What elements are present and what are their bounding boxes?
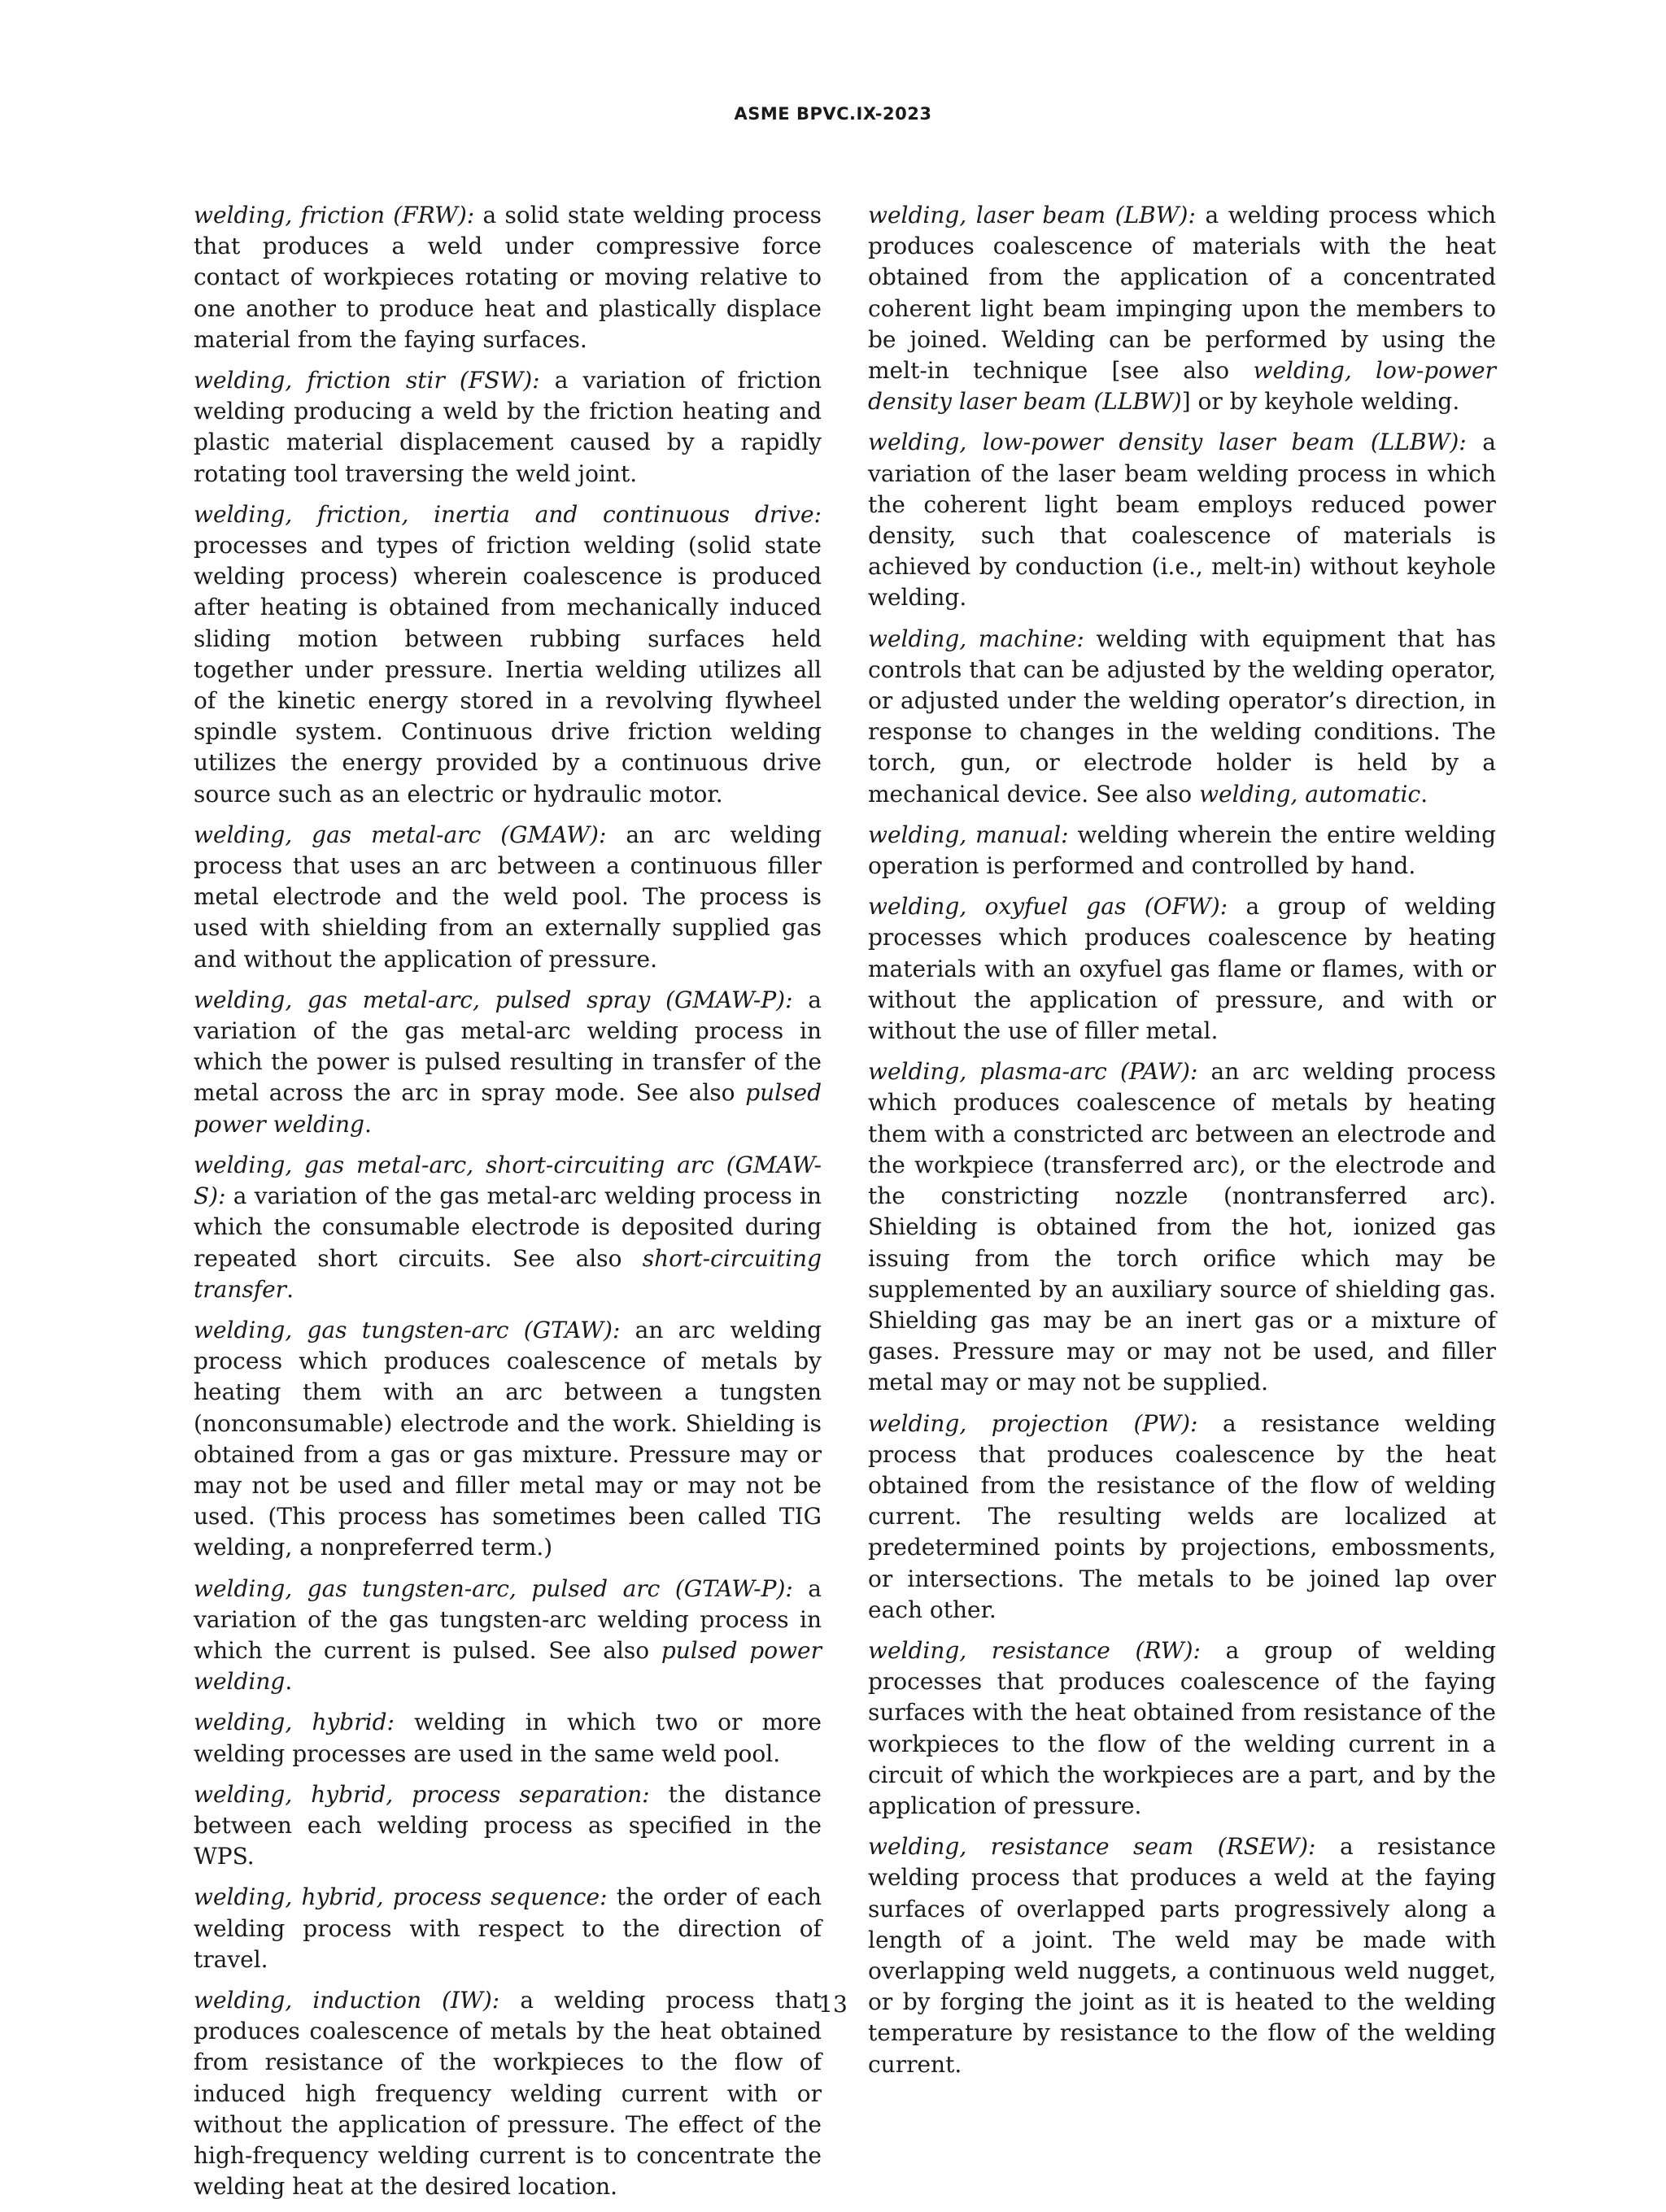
definition-entry	[194, 1707, 822, 1769]
definition-text: a resistance welding process that produces a weld at the faying surfaces of overlapped parts progressively along a length of a joint. The weld may be made with overlapping weld nuggets, a continuous weld nugget, or by forging the joint as it is heated to the welding temperature by resistance to the flow of the welding current.	[868, 1833, 1497, 2078]
definition-text: a resistance welding process that produces coalescence by the heat obtained from the resistance of the flow of welding current. The resulting welds are localized at predetermined points by projections, embossments, or intersections. The metals to be joined lap over each other.	[868, 1409, 1496, 1623]
definition-text: the distance between each welding process as specified in the WPS.	[194, 1780, 822, 1870]
definition-text: a welding process which produces coalescence of materials with the heat obtained from the application of a concentrated coherent light beam impinging upon the members to be joined. Welding can be performed by using the melt-in technique [see also	[868, 202, 1496, 385]
definition-term: welding, plasma-arc (PAW):	[868, 1058, 1198, 1086]
definition-term: welding, gas metal-arc, pulsed spray (GMAW-P):	[194, 986, 793, 1013]
definition-text: a variation of the laser beam welding process in which the coherent light beam employs reduced power density, such that coalescence of materials is achieved by conduction (i.e., melt-in) without keyhole welding.	[868, 429, 1496, 612]
definition-entry	[194, 1150, 822, 1305]
definition-tail: .	[1420, 780, 1428, 808]
definition-text: a variation of the gas metal-arc welding process in which the power is pulsed resulting in transfer of the metal across the arc in spray mode. See also	[194, 986, 822, 1107]
definition-entry	[868, 820, 1496, 882]
definition-text: a group of welding processes that produces coalescence of the faying surfaces with the heat obtained from resistance of the workpieces to the flow of the welding current in a circuit of which the workpieces are a part, and by the application of pressure.	[868, 1636, 1496, 1819]
definition-entry	[868, 1056, 1496, 1398]
definition-tail: .	[364, 1110, 372, 1138]
definition-text: welding with equipment that has controls that can be adjusted by the welding operator, or adjusted under the welding operator’s direction, in response to changes in the welding conditions. The torch, gun, or electrode holder is held by a mechanical device. See also	[868, 625, 1496, 808]
left-column	[194, 200, 822, 2212]
definition-term: welding, gas tungsten-arc (GTAW):	[194, 1316, 621, 1343]
definition-term: welding, machine:	[868, 625, 1084, 652]
definition-text: a group of welding processes which produces coalescence by heating materials with an oxyfuel gas flame or flames, with or without the application of pressure, and with or without the use of filler metal.	[868, 893, 1496, 1045]
definition-entry	[194, 499, 822, 810]
definition-text: an arc welding process that uses an arc between a continuous filler metal electrode and the weld pool. The process is used with shielding from an externally supplied gas and without the application of pressure.	[194, 821, 822, 973]
cross-reference: short-circuiting transfer	[194, 1244, 822, 1303]
definition-entry	[194, 1882, 822, 1975]
definition-term: welding, low-power density laser beam (LLBW):	[868, 429, 1467, 456]
cross-reference: pulsed power welding	[194, 1636, 822, 1696]
definition-term: welding, resistance seam (RSEW):	[868, 1833, 1316, 1861]
definition-entry	[868, 427, 1496, 613]
definition-term: welding, induction (IW):	[194, 1986, 500, 2014]
definition-text: a variation of the gas metal-arc welding process in which the consumable electrode is deposited during repeated short circuits. See also	[194, 1182, 822, 1272]
definition-term: welding, friction, inertia and continuous drive:	[194, 500, 822, 528]
definition-term: welding, hybrid:	[194, 1709, 395, 1736]
definition-text: an arc welding process which produces coalescence of metals by heating them with a constricted arc between an electrode and the workpiece (transferred arc), or the electrode and the constricting nozzle (nontransferred arc). Shielding is obtained from the hot, ionized gas issuing from the torch orifice which may be supplemented by an auxiliary source of shielding gas. Shielding gas may be an inert gas or a mixture of gases. Pressure may or may not be used, and filler metal may or may not be supplied.	[868, 1058, 1496, 1396]
cross-reference: welding, automatic	[1199, 780, 1421, 808]
definition-entry	[194, 985, 822, 1140]
definition-text: an arc welding process which produces coalescence of metals by heating them with an arc between a tungsten (nonconsumable) electrode and the work. Shielding is obtained from a gas or gas mixture. Pressure may or may not be used and filler metal may or may not be used. (This process has sometimes been called TIG welding, a nonpreferred term.)	[194, 1316, 822, 1561]
definition-term: welding, hybrid, process separation:	[194, 1780, 650, 1808]
right-column	[868, 200, 1496, 2090]
definition-entry	[868, 891, 1496, 1047]
definition-term: welding, friction stir (FSW):	[194, 367, 540, 394]
definition-tail: ] or by keyhole welding.	[1181, 388, 1460, 416]
definition-tail: .	[286, 1275, 294, 1303]
definition-term: welding, gas tungsten-arc, pulsed arc (GTAW-P):	[194, 1574, 793, 1602]
definition-text: welding wherein the entire welding operation is performed and controlled by hand.	[868, 821, 1496, 880]
definition-entry	[194, 200, 822, 355]
definition-term: welding, resistance (RW):	[868, 1636, 1201, 1664]
cross-reference: welding, low-power density laser beam (LLBW)	[868, 357, 1496, 416]
definition-entry	[194, 1315, 822, 1564]
definition-entry	[868, 1831, 1496, 2080]
definition-entry	[194, 365, 822, 490]
definition-term: welding, gas metal-arc (GMAW):	[194, 821, 607, 848]
definition-tail: .	[285, 1668, 293, 1696]
definition-term: welding, manual:	[868, 821, 1069, 848]
definition-term: welding, hybrid, process sequence:	[194, 1883, 608, 1911]
running-header: ASME BPVC.IX-2023	[734, 104, 932, 124]
cross-reference: pulsed power welding	[194, 1079, 822, 1138]
definition-text: welding in which two or more welding processes are used in the same weld pool.	[194, 1709, 822, 1767]
definition-text: a solid state welding process that produces a weld under compressive force contact of workpieces rotating or moving relative to one another to produce heat and plastically displace material from the faying surfaces.	[194, 202, 822, 353]
definition-term: welding, oxyfuel gas (OFW):	[868, 893, 1228, 921]
definition-text: a welding process that produces coalescence of metals by the heat obtained from resistance of the workpieces to the flow of induced high frequency welding current with or without the application of pressure. The effect of the high-frequency welding current is to concentrate the welding heat at the desired location.	[194, 1986, 822, 2201]
definition-text: a variation of friction welding producing a weld by the friction heating and plastic material displacement caused by a rapidly rotating tool traversing the weld joint.	[194, 367, 822, 487]
definition-entry	[194, 1779, 822, 1873]
definition-entry	[194, 1985, 822, 2202]
page-number: 13	[818, 1991, 848, 2018]
definition-entry	[194, 820, 822, 975]
definition-entry	[194, 1574, 822, 1698]
definition-term: welding, friction (FRW):	[194, 202, 475, 229]
definition-text: processes and types of friction welding (solid state welding process) wherein coalescence is produced after heating is obtained from mechanically induced sliding motion between rubbing surfaces held together under pressure. Inertia welding utilizes all of the kinetic energy stored in a revolving flywheel spindle system. Continuous drive friction welding utilizes the energy provided by a continuous drive source such as an electric or hydraulic motor.	[194, 532, 822, 808]
definition-term: welding, laser beam (LBW):	[868, 202, 1196, 229]
definition-entry	[868, 200, 1496, 417]
definition-term: welding, gas metal-arc, short-circuiting arc (GMAW-S):	[194, 1151, 822, 1210]
definition-entry	[868, 624, 1496, 810]
definition-term: welding, projection (PW):	[868, 1409, 1198, 1437]
definition-entry	[868, 1635, 1496, 1822]
definition-text: a variation of the gas tungsten-arc welding process in which the current is pulsed. See also	[194, 1574, 822, 1664]
definition-text: the order of each welding process with respect to the direction of travel.	[194, 1883, 822, 1973]
definition-entry	[868, 1409, 1496, 1626]
